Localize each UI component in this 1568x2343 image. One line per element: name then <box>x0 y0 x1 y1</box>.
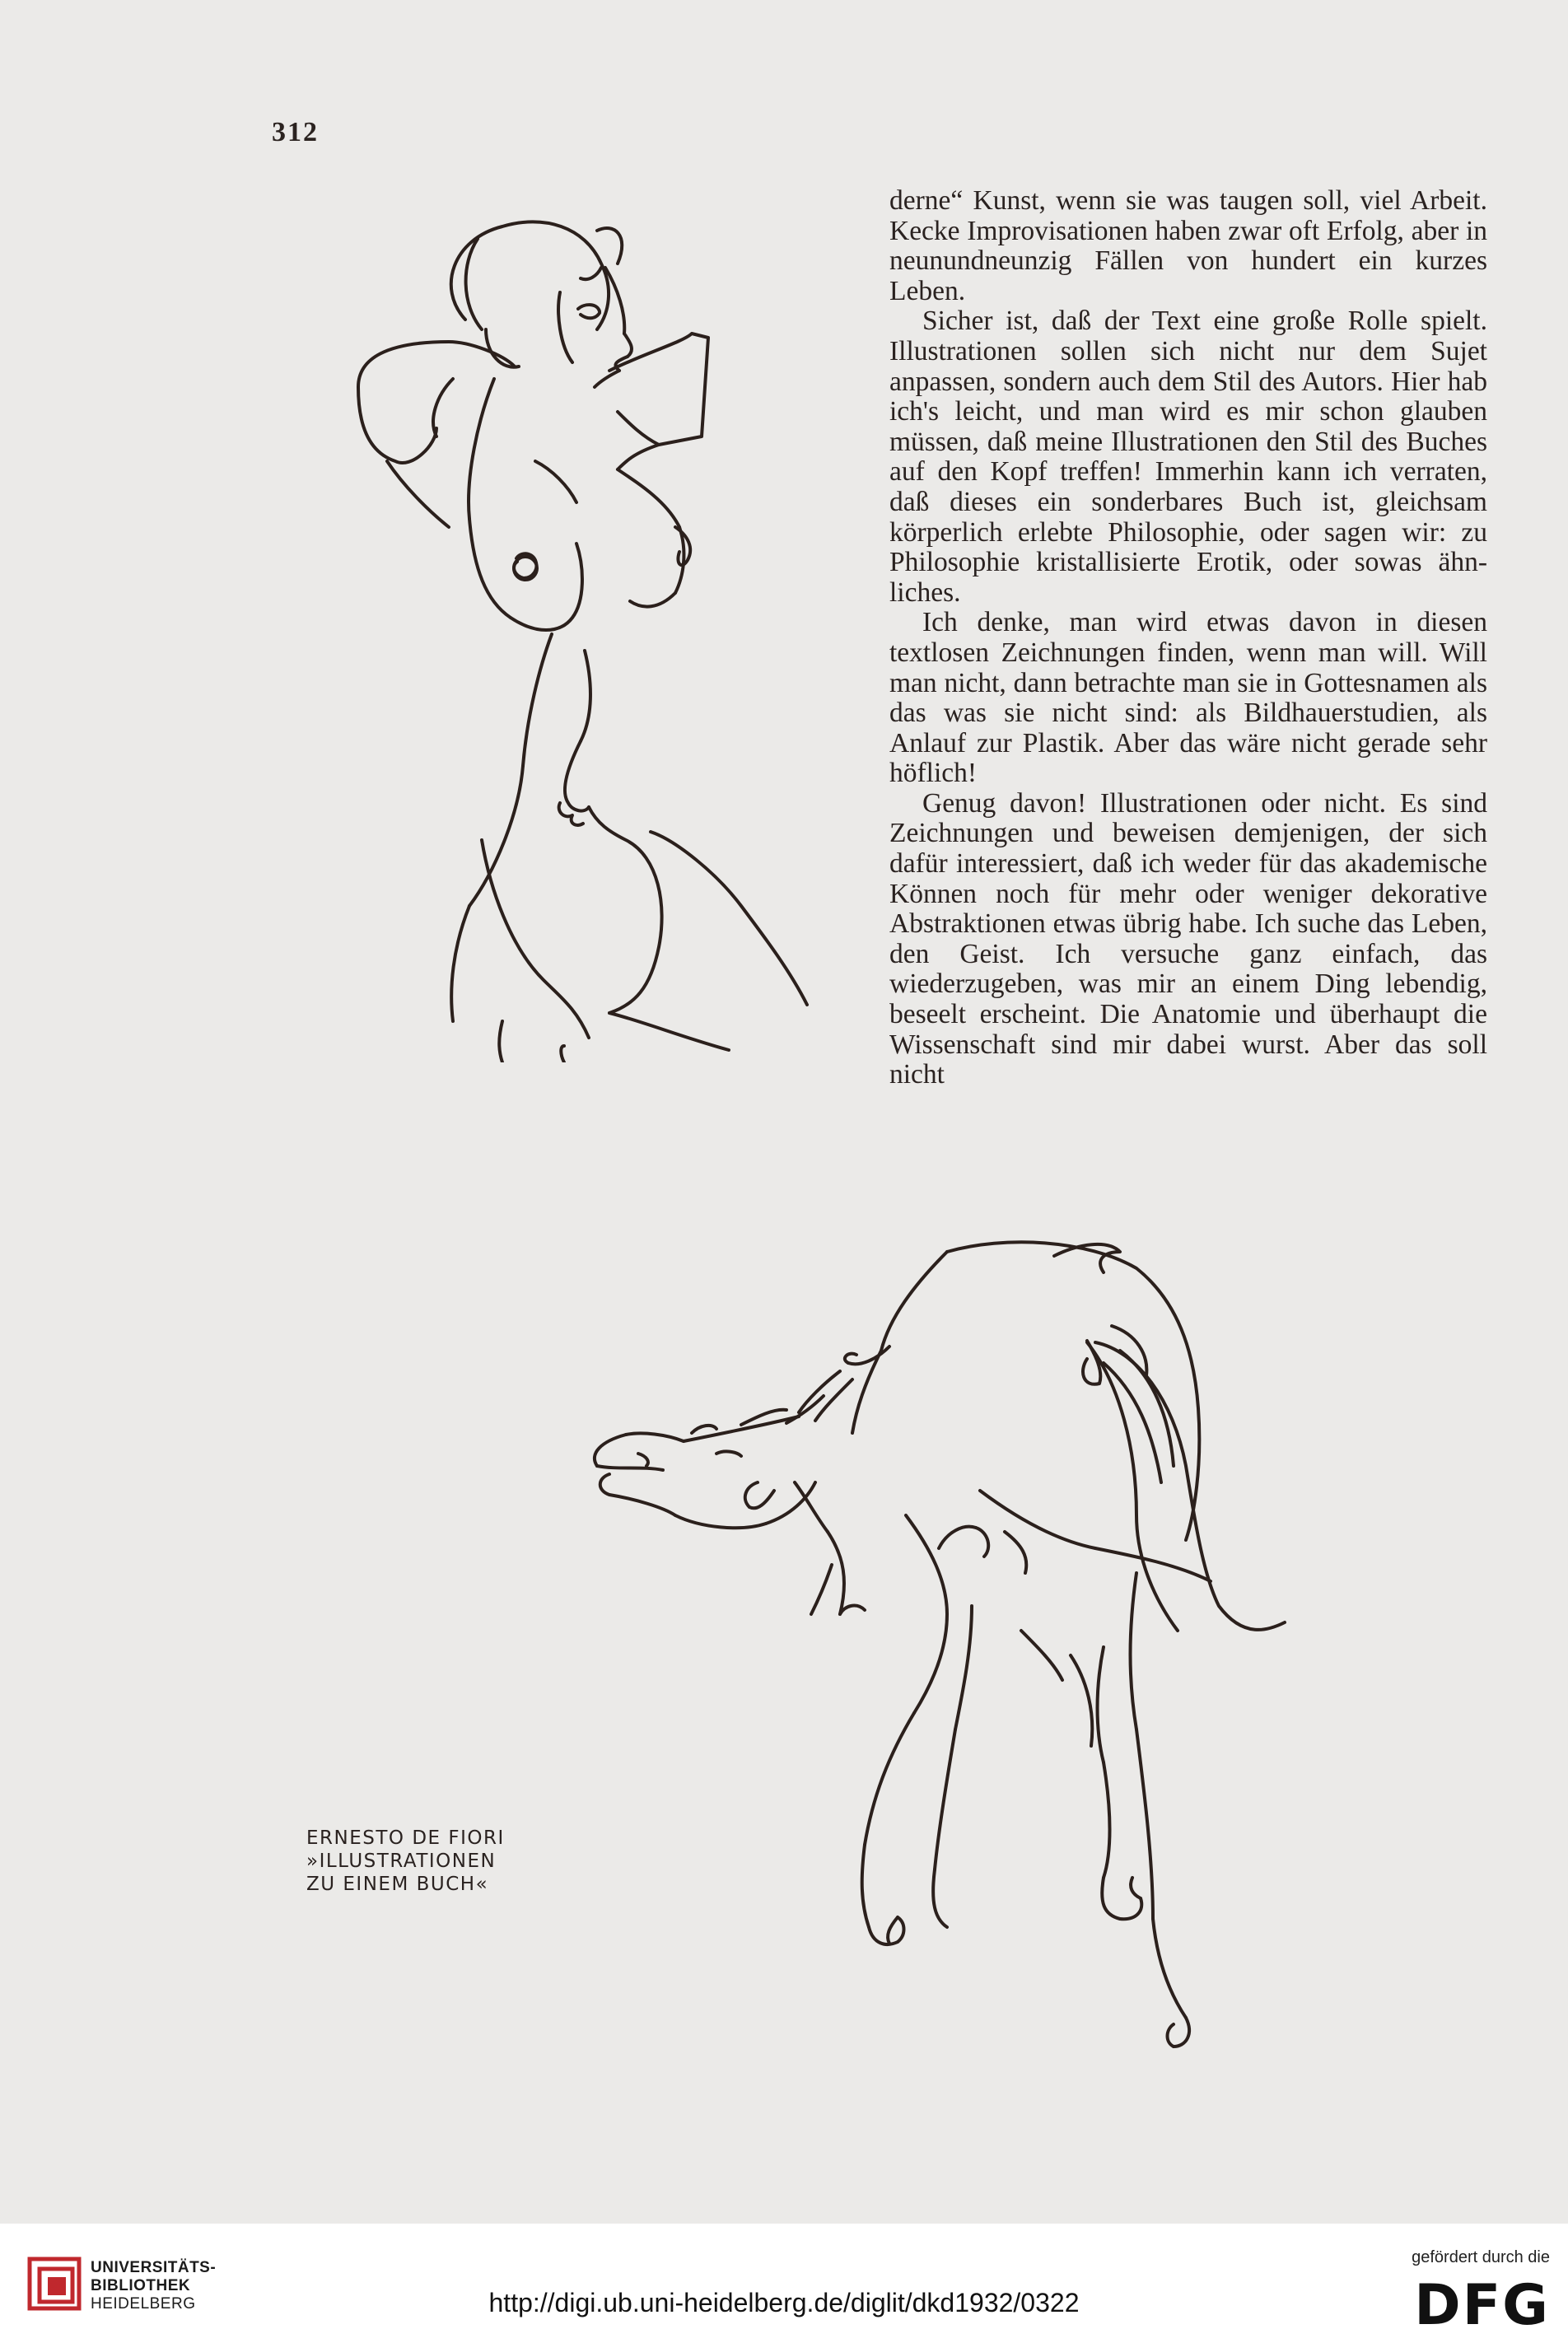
body-text <box>889 186 1487 1090</box>
paragraph: Sicher ist, daß der Text eine große Rolle spielt. Illustrationen sollen sich nicht nur dem Sujet anpassen, sondern auch dem Stil des Autors. Hier hab ich's leicht, und man wird es mir schon glauben müssen, daß meine Illustrationen den Stil des Buches auf den Kopf treffen! Immerhin kann ich verraten, daß dieses ein sonderbares Buch ist, gleichsam körperlich erlebte Philosophie, oder sagen wir: zu Philosophie kristallisierte Erotik, oder sowas ähnliches. <box>889 306 1487 608</box>
page-number: 312 <box>272 117 319 147</box>
paragraph: derne“ Kunst, wenn sie was taugen soll, viel Arbeit. Kecke Improvisationen haben zwar oft Erfolg, aber in neunundneunzig Fällen von hundert ein kurzes Leben. <box>889 185 1487 306</box>
library-name-line: HEIDELBERG <box>91 2295 196 2313</box>
page-url-link[interactable]: http://digi.ub.uni-heidelberg.de/diglit/dkd1932/0322 <box>488 2288 1080 2317</box>
digitization-footer <box>0 2224 1568 2343</box>
horse-drawing-icon <box>560 1219 1318 2059</box>
nude-torso-drawing-icon <box>313 189 840 1062</box>
caption-line: ERNESTO DE FIORI <box>306 1827 505 1849</box>
caption-line: »ILLUSTRATIONEN <box>306 1851 497 1872</box>
dfg-logo[interactable]: DFG <box>1414 2273 1550 2338</box>
caption-line: ZU EINEM BUCH« <box>306 1874 489 1895</box>
paragraph: Ich denke, man wird etwas davon in diesen textlosen Zeichnungen finden, wenn man will. Will man nicht, dann betrachte man sie in Gottesnamen als das was sie nicht sind: als Bildhauerstudien, als Anlauf zur Plastik. Aber das wäre nicht gerade sehr höflich! <box>889 607 1487 789</box>
figure-caption <box>306 1827 553 1896</box>
library-name-line: UNIVERSITÄTS- <box>91 2259 217 2276</box>
library-name-line: BIBLIOTHEK <box>91 2277 191 2294</box>
funder-label: gefördert durch die <box>1412 2248 1550 2266</box>
paragraph: Genug davon! Illustrationen oder nicht. Es sind Zeichnungen und beweisen demjenigen, der sich dafür interessiert, daß ich weder für das akademische Können noch für mehr oder weniger dekorative Abstraktionen etwas übrig habe. Ich suche das Leben, den Geist. Ich versuche ganz einfach, das wiederzugeben, was mir an einem Ding lebendig, beseelt erscheint. Die Anatomie und überhaupt die Wissenschaft sind mir dabei wurst. Aber das soll nicht <box>889 787 1487 1090</box>
